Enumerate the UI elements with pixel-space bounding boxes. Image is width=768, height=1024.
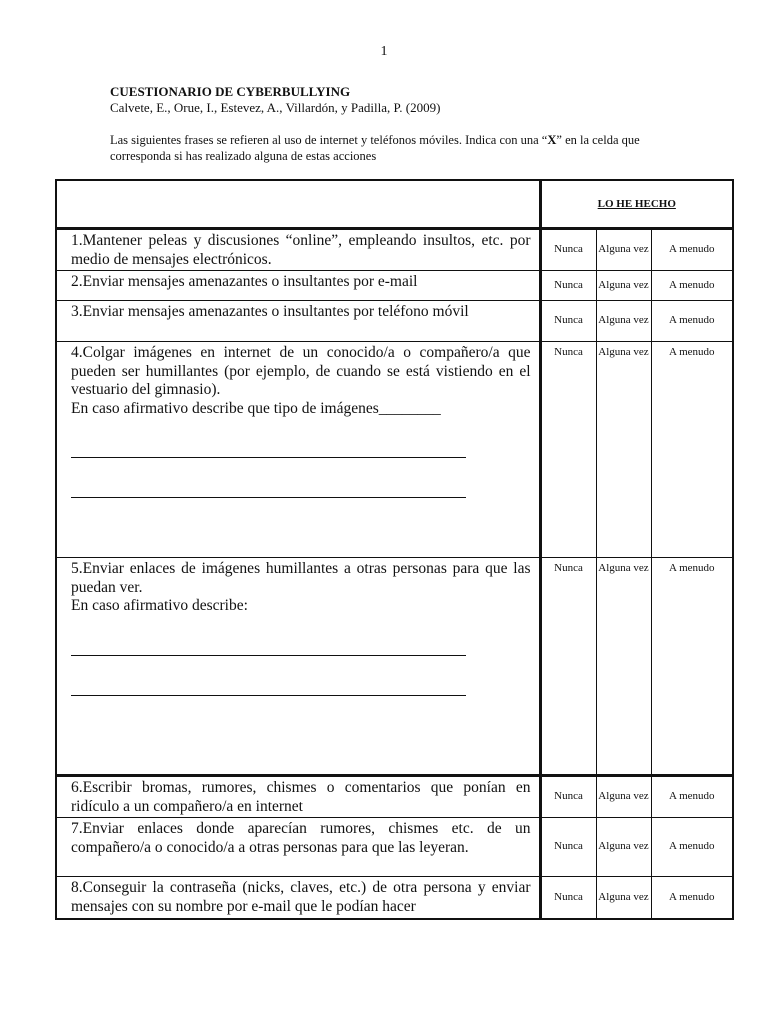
question-2: 2.Enviar mensajes amenazantes o insultantes por e-mail	[56, 271, 540, 301]
option-nunca[interactable]: Nunca	[540, 558, 596, 776]
answer-line[interactable]	[71, 645, 466, 656]
questionnaire-table	[55, 179, 734, 920]
table-row	[56, 271, 733, 301]
question-4	[56, 342, 540, 558]
instructions	[110, 132, 670, 164]
option-a-menudo[interactable]: A menudo	[651, 301, 733, 342]
answer-line[interactable]	[71, 685, 466, 696]
document-title: CUESTIONARIO DE CYBERBULLYING	[110, 84, 351, 99]
question-4-text: 4.Colgar imágenes en internet de un conocido/a o compañero/a que pueden ser humillantes (por ejemplo, de cuando se está vistiendo en el vestuario del gimnasio).	[71, 344, 531, 398]
option-nunca[interactable]: Nunca	[540, 229, 596, 271]
option-a-menudo[interactable]: A menudo	[651, 229, 733, 271]
question-5-followup: En caso afirmativo describe:	[71, 597, 248, 614]
question-7: 7.Enviar enlaces donde aparecían rumores, chismes etc. de un compañero/a o conocido/a a otras personas para que las leyeran.	[56, 818, 540, 877]
option-nunca[interactable]: Nunca	[540, 271, 596, 301]
question-5	[56, 558, 540, 776]
question-6: 6.Escribir bromas, rumores, chismes o comentarios que ponían en ridículo a un compañero/a en internet	[56, 776, 540, 818]
option-a-menudo[interactable]: A menudo	[651, 818, 733, 877]
option-a-menudo[interactable]: A menudo	[651, 271, 733, 301]
option-a-menudo[interactable]: A menudo	[651, 776, 733, 818]
table-row	[56, 776, 733, 818]
instructions-text-2: ” en la celda que corresponda si has realizado alguna de estas acciones	[110, 133, 640, 163]
column-header: LO HE HECHO	[540, 180, 733, 229]
option-nunca[interactable]: Nunca	[540, 877, 596, 919]
option-alguna-vez[interactable]: Alguna vez	[596, 877, 651, 919]
table-row	[56, 558, 733, 776]
table-row	[56, 229, 733, 271]
option-alguna-vez[interactable]: Alguna vez	[596, 342, 651, 558]
option-alguna-vez[interactable]: Alguna vez	[596, 229, 651, 271]
question-4-followup: En caso afirmativo describe que tipo de imágenes________	[71, 399, 441, 417]
question-5-text: 5.Enviar enlaces de imágenes humillantes a otras personas para que las puedan ver.	[71, 560, 531, 596]
table-row	[56, 818, 733, 877]
page-number: 1	[380, 44, 388, 59]
option-a-menudo[interactable]: A menudo	[651, 877, 733, 919]
table-header-row	[56, 180, 733, 229]
option-alguna-vez[interactable]: Alguna vez	[596, 818, 651, 877]
table-row	[56, 877, 733, 919]
header-empty-cell	[56, 180, 540, 229]
option-alguna-vez[interactable]: Alguna vez	[596, 558, 651, 776]
option-nunca[interactable]: Nunca	[540, 342, 596, 558]
option-nunca[interactable]: Nunca	[540, 818, 596, 877]
option-nunca[interactable]: Nunca	[540, 776, 596, 818]
option-alguna-vez[interactable]: Alguna vez	[596, 776, 651, 818]
option-a-menudo[interactable]: A menudo	[651, 342, 733, 558]
table-row	[56, 301, 733, 342]
instructions-text-1: Las siguientes frases se refieren al uso de internet y teléfonos móviles. Indica con una “	[110, 133, 548, 147]
question-3: 3.Enviar mensajes amenazantes o insultantes por teléfono móvil	[56, 301, 540, 342]
question-8: 8.Conseguir la contraseña (nicks, claves, etc.) de otra persona y enviar mensajes con su nombre por e-mail que le podían hacer	[56, 877, 540, 919]
answer-line[interactable]	[71, 487, 466, 498]
option-alguna-vez[interactable]: Alguna vez	[596, 301, 651, 342]
instructions-mark: X	[547, 133, 557, 147]
answer-line[interactable]	[71, 447, 466, 458]
option-alguna-vez[interactable]: Alguna vez	[596, 271, 651, 301]
document-authors: Calvete, E., Orue, I., Estevez, A., Villardón, y Padilla, P. (2009)	[110, 100, 441, 115]
table-row	[56, 342, 733, 558]
question-1: 1.Mantener peleas y discusiones “online”, empleando insultos, etc. por medio de mensajes electrónicos.	[56, 229, 540, 271]
option-a-menudo[interactable]: A menudo	[651, 558, 733, 776]
option-nunca[interactable]: Nunca	[540, 301, 596, 342]
